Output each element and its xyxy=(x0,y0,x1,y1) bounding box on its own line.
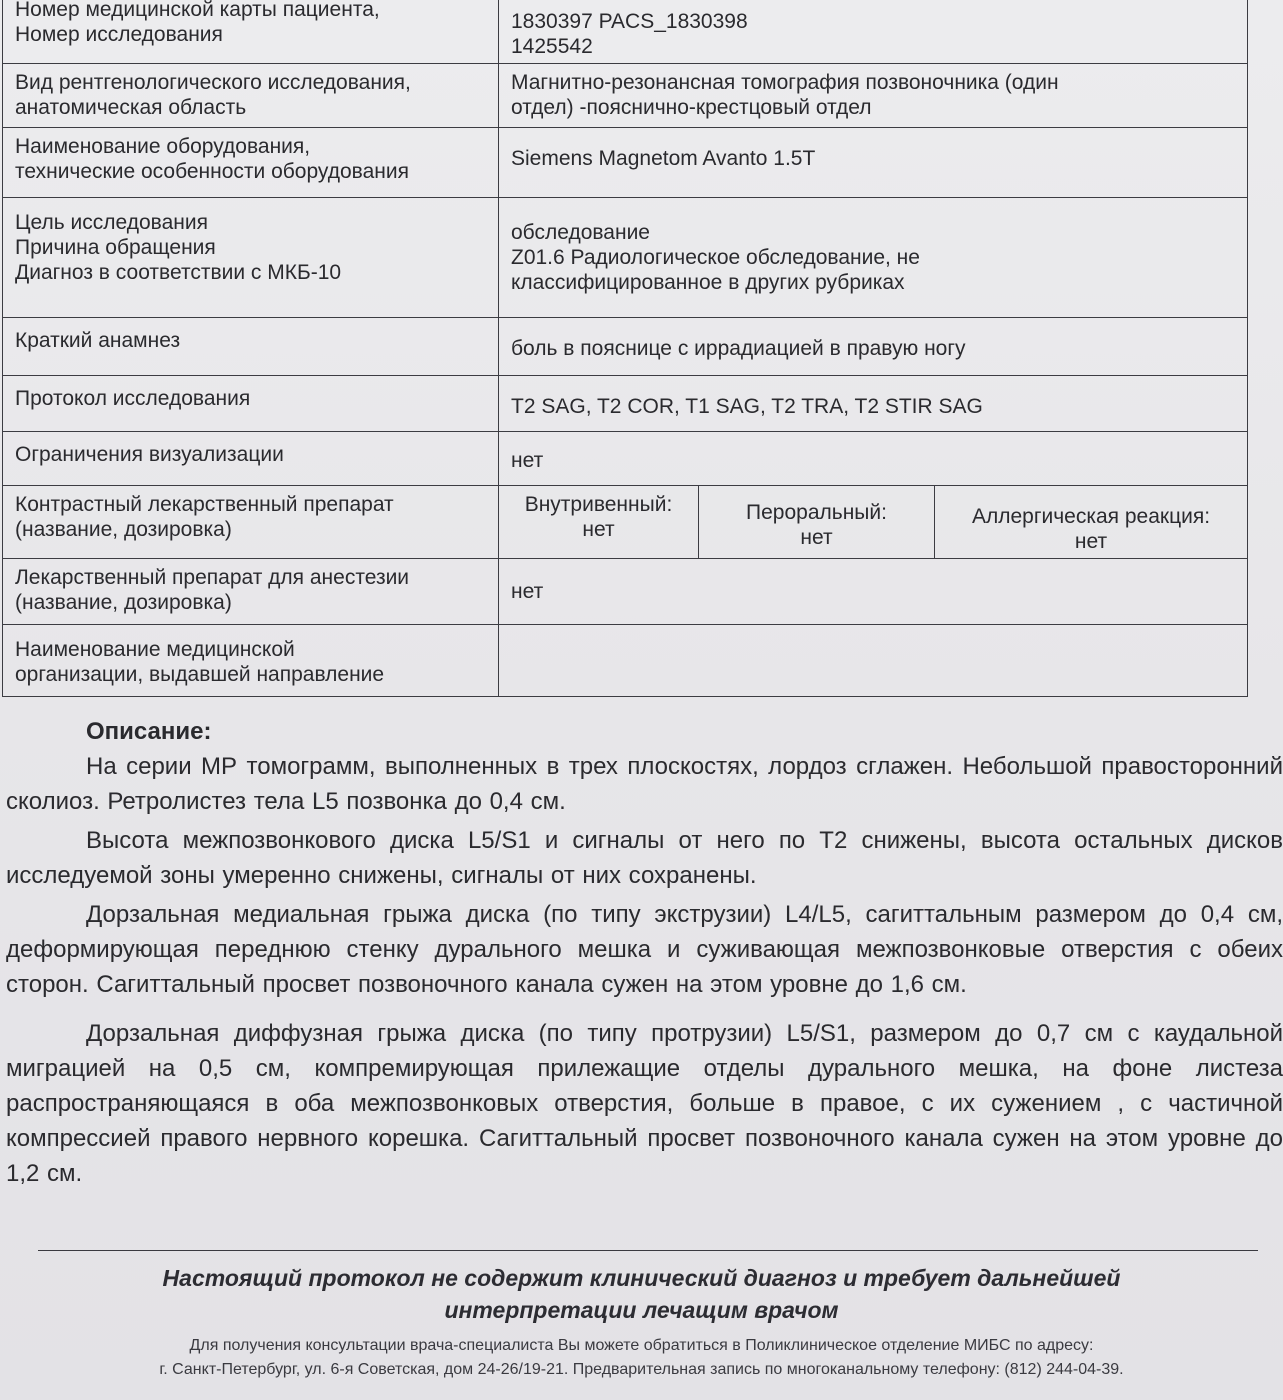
value-referring-organization xyxy=(499,625,1248,697)
value-anesthesia xyxy=(499,559,1248,625)
row-referring-organization xyxy=(3,625,1248,697)
value-equipment xyxy=(499,128,1248,198)
label-line: (название, дозировка) xyxy=(15,518,232,541)
label-referring-organization xyxy=(3,625,499,697)
separator-line xyxy=(38,1250,1258,1251)
value-line: боль в пояснице с иррадиацией в правую ногу xyxy=(511,337,966,360)
value-study-purpose xyxy=(499,198,1248,318)
label-line: Цель исследования xyxy=(15,211,208,234)
label-patient-card-number xyxy=(3,0,499,64)
label-line: организации, выдавшей направление xyxy=(15,663,385,686)
study-info-table xyxy=(2,0,1248,697)
footer-line: г. Санкт-Петербург, ул. 6-я Советская, дом 24-26/19-21. Предварительная запись по многоканальному телефону: (812) 244-04-39. xyxy=(159,1361,1124,1378)
value-anamnesis xyxy=(499,318,1248,376)
label-line: Наименование медицинской xyxy=(15,638,295,661)
row-contrast xyxy=(3,486,1248,559)
value-patient-card-number xyxy=(499,0,1248,64)
value-visualization-limits xyxy=(499,432,1248,486)
footer-contacts xyxy=(0,1334,1283,1382)
oral-label: Пероральный: xyxy=(746,501,887,524)
label-line: Диагноз в соответствии с МКБ-10 xyxy=(15,261,342,284)
footer-line: Для получения консультации врача-специалиста Вы можете обратиться в Поликлиническое отделение МИБС по адресу: xyxy=(189,1337,1094,1354)
label-line: Краткий анамнез xyxy=(15,329,181,352)
description-paragraph: Дорзальная медиальная грыжа диска (по типу экструзии) L4/L5, сагиттальным размером до 0,4 см, деформирующая переднюю стенку дурального мешка и суживающая межпозвонковые отверстия с обеих сторон. Сагиттальный просвет позвоночного канала сужен на этом уровне до 1,6 см. xyxy=(6,901,1283,998)
row-study-purpose xyxy=(3,198,1248,318)
label-study-type xyxy=(3,64,499,128)
label-line: (название, дозировка) xyxy=(15,591,232,614)
value-study-type xyxy=(499,64,1248,128)
value-line: нет xyxy=(511,580,544,603)
row-study-type xyxy=(3,64,1248,128)
label-line: Протокол исследования xyxy=(15,387,251,410)
value-line: отдел) -пояснично-крестцовый отдел xyxy=(511,96,872,119)
description-heading: Описание: xyxy=(86,718,212,745)
value-line: классифицированное в других рубриках xyxy=(511,271,905,294)
value-line: обследование xyxy=(511,221,650,244)
value-line: Siemens Magnetom Avanto 1.5T xyxy=(511,147,816,170)
label-line: Контрастный лекарственный препарат xyxy=(15,493,394,516)
label-study-purpose xyxy=(3,198,499,318)
description-paragraph: Высота межпозвонкового диска L5/S1 и сигналы от него по Т2 снижены, высота остальных дисков исследуемой зоны умеренно снижены, сигналы от них сохранены. xyxy=(6,827,1283,889)
label-line: Ограничения визуализации xyxy=(15,443,284,466)
disclaimer-line: интерпретации лечащим врачом xyxy=(444,1297,839,1323)
label-line: Причина обращения xyxy=(15,236,216,259)
disclaimer xyxy=(0,1262,1283,1326)
contrast-allergy-cell xyxy=(935,486,1248,559)
description-section xyxy=(0,714,1283,1195)
value-line: 1830397 PACS_1830398 xyxy=(511,10,748,33)
value-line: Магнитно-резонансная томография позвоночника (один xyxy=(511,71,1059,94)
disclaimer-line: Настоящий протокол не содержит клинический диагноз и требует дальнейшей xyxy=(162,1265,1121,1291)
allergy-label: Аллергическая реакция: xyxy=(971,505,1211,528)
label-line: Вид рентгенологического исследования, xyxy=(15,71,411,94)
intravenous-value: нет xyxy=(582,518,615,541)
label-protocol xyxy=(3,376,499,432)
label-line: анатомическая область xyxy=(15,96,247,119)
label-equipment xyxy=(3,128,499,198)
allergy-value: нет xyxy=(1074,530,1108,553)
intravenous-label: Внутривенный: xyxy=(524,493,673,516)
label-line: Наименование оборудования, xyxy=(15,135,311,158)
contrast-oral-cell xyxy=(699,486,935,559)
row-visualization-limits xyxy=(3,432,1248,486)
row-equipment xyxy=(3,128,1248,198)
label-line: Номер исследования xyxy=(15,23,223,46)
row-protocol xyxy=(3,376,1248,432)
description-paragraph: Дорзальная диффузная грыжа диска (по типу протрузии) L5/S1, размером до 0,7 см с каудальной миграцией на 0,5 см, компремирующая прилежащие отделы дурального мешка, на фоне листеза распространяющаяся в оба межпозвонковых отверстия, больше в правое, с их сужением , с частичной компрессией правого нервного корешка. Сагиттальный просвет позвоночного канала сужен на этом уровне до 1,2 см. xyxy=(6,1020,1283,1187)
label-line: Лекарственный препарат для анестезии xyxy=(15,566,410,589)
oral-value: нет xyxy=(800,526,833,549)
value-line: нет xyxy=(511,449,544,472)
row-anesthesia xyxy=(3,559,1248,625)
value-line: Z01.6 Радиологическое обследование, не xyxy=(511,246,920,269)
label-line: Номер медицинской карты пациента, xyxy=(15,0,380,21)
label-line: технические особенности оборудования xyxy=(15,160,409,183)
row-patient-card-number xyxy=(3,0,1248,64)
description-paragraph: На серии МР томограмм, выполненных в трех плоскостях, лордоз сглажен. Небольшой правосторонний сколиоз. Ретролистез тела L5 позвонка до 0,4 см. xyxy=(6,753,1283,815)
label-anamnesis xyxy=(3,318,499,376)
row-anamnesis xyxy=(3,318,1248,376)
value-protocol xyxy=(499,376,1248,432)
value-line: 1425542 xyxy=(511,35,593,58)
value-line: T2 SAG, T2 COR, T1 SAG, T2 TRA, T2 STIR SAG xyxy=(511,395,983,418)
label-visualization-limits xyxy=(3,432,499,486)
label-anesthesia xyxy=(3,559,499,625)
contrast-intravenous-cell xyxy=(499,486,699,559)
label-contrast xyxy=(3,486,499,559)
